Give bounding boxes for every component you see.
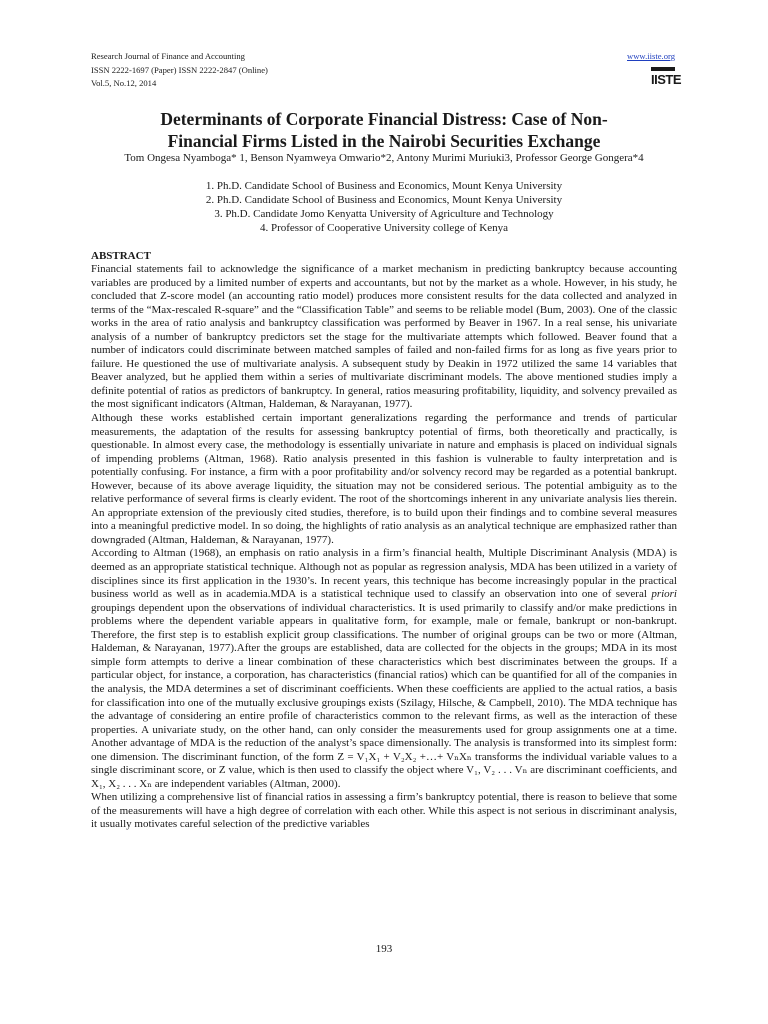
journal-issn: ISSN 2222-1697 (Paper) ISSN 2222-2847 (Online): [91, 64, 268, 75]
title-line-2: Financial Firms Listed in the Nairobi Securities Exchange: [167, 131, 601, 151]
abstract-heading: ABSTRACT: [91, 250, 151, 262]
title-line-1: Determinants of Corporate Financial Distress: Case of Non-: [160, 109, 608, 129]
affiliation-list: [91, 179, 677, 235]
logo-text: IISTE: [651, 72, 682, 87]
journal-header: [91, 50, 268, 91]
affiliation-2: 2. Ph.D. Candidate School of Business and Economics, Mount Kenya University: [205, 194, 563, 206]
paragraph-1: Financial statements fail to acknowledge the significance of a market mechanism in predicting bankruptcy because accounting variables are produced by a limited number of experts and accountants, but not by the market as a whole. However, in his study, he concluded that Z-score model (an accounting ratio model) produces more consistent results for the data collected and analyzed in terms of the “Max-rescaled R-square” and the “Classification Table” and seems to be reliable model (Bum, 2003). One of the classic works in the area of ratio analysis and bankruptcy classification was performed by Beaver in 1967. In a real sense, his univariate analysis of a number of bankruptcy predictors set the stage for the multivariate attempts which followed. Beaver found that a number of indicators could discriminate between matched samples of failed and non-failed firms for as long as five years prior to failure. He questioned the use of multivariate analysis. A subsequent study by Deakin in 1972 utilized the same 14 variables that Beaver analyzed, but he applied them within a series of multivariate discriminant models. The above mentioned studies imply a definite potential of ratios as predictors of bankruptcy. In general, ratios measuring profitability, liquidity, and solvency prevailed as the most significant indicators (Altman, Haldeman, & Narayanan, 1977).: [91, 263, 677, 411]
discriminant-formula: Z = V₁X₁ + V₂X₂ +…+ VₙXₙ: [337, 750, 472, 763]
publisher-link[interactable]: www.iiste.org: [627, 51, 675, 61]
publisher-block: [627, 50, 682, 94]
affiliation-3: 3. Ph.D. Candidate Jomo Kenyatta University of Agriculture and Technology: [214, 208, 554, 220]
paragraph-3-part-c: transforms the individual variable values to a single discriminant score, or Z value, which is then used to classify the object where V₁, V₂ . . . Vₙ are discriminant coefficients, and X₁, X₂ . . . Xₙ are independent variables (Altman, 2000).: [91, 750, 677, 790]
iiste-logo-icon: [651, 67, 682, 89]
paragraph-4: When utilizing a comprehensive list of financial ratios in assessing a firm’s bankruptcy potential, there is reason to believe that some of the measurements will have a high degree of correlation with each other. While this aspect is not serious in discriminant analysis, it usually motivates careful selection of the predictive variables: [91, 791, 677, 831]
affiliation-4: 4. Professor of Cooperative University college of Kenya: [259, 222, 509, 234]
paragraph-2: Although these works established certain important generalizations regarding the performance and trends of particular measurements, the adaptation of the results for assessing bankruptcy potential of firms, both theoretically and practically, is questionable. In almost every case, the methodology is essentially univariate in nature and emphasis is placed on individual signals of impending problems (Altman, 1968). Ratio analysis presented in this fashion is vulnerable to faulty interpretation and is potentially confusing. For instance, a firm with a poor profitability and/or solvency record may be regarded as a potential bankrupt. However, because of its above average liquidity, the situation may not be considered serious. The potential ambiguity as to the relative performance of several firms is clearly evident. The root of the shortcomings inherent in any univariate analysis lies therein. An appropriate extension of the previously cited studies, therefore, is to build upon their findings and to combine several measures into a meaningful predictive model. In so doing, the highlights of ratio analysis as an analytical technique are emphasized rather than downgraded (Altman, Haldeman, & Narayanan, 1977).: [91, 412, 677, 546]
paragraph-3: [91, 547, 677, 791]
paper-title: [91, 108, 677, 152]
paragraph-3-part-a: According to Altman (1968), an emphasis on ratio analysis in a firm’s financial health, Multiple Discriminant Analysis (MDA) is deemed as an appropriate statistical technique. Although not as popular as regression analysis, MDA has been utilized in a variety of disciplines since its first application in the 1930’s. In recent years, this technique has become increasingly popular in the practical business world as well as in academia.MDA is a statistical technique used to classify an observation into one of several: [91, 547, 677, 601]
affiliation-1: 1. Ph.D. Candidate School of Business and Economics, Mount Kenya University: [205, 180, 563, 192]
italic-term: priori: [651, 588, 677, 601]
paragraph-3-part-b: groupings dependent upon the observations of individual characteristics. It is used primarily to classify and/or make predictions in problems where the dependent variable appears in qualitative form, for example, male or female, bankrupt or non-bankrupt. Therefore, the first step is to establish explicit group classifications. The number of original groups can be two or more (Altman, Haldeman, & Narayanan, 1977).After the groups are established, data are collected for the objects in the groups; MDA in its most simple form attempts to derive a linear combination of these characteristics which best discriminates between the groups. If a particular object, for instance, a corporation, has characteristics (financial ratios) which can be quantified for all of the companies in the analysis, the MDA determines a set of discriminant coefficients. When these coefficients are applied to the actual ratios, a basis for classification into one of the mutually exclusive groupings exists (Szilagy, Hilsche, & Campbell, 2010). The MDA technique has the advantage of considering an entire profile of characteristics common to the relevant firms, as well as the interaction of these properties. A univariate study, on the other hand, can only consider the measurements used for group assignments one at a time. Another advantage of MDA is the reduction of the analyst’s space dimensionally. The analysis is transformed into its simplest form: one dimension. The discriminant function, of the form: [91, 601, 677, 763]
abstract-section: [91, 249, 677, 832]
page-number: 193: [375, 943, 393, 955]
journal-name: Research Journal of Finance and Accounting: [91, 51, 245, 61]
journal-volume: Vol.5, No.12, 2014: [91, 78, 157, 88]
author-list: Tom Ongesa Nyamboga* 1, Benson Nyamweya Omwario*2, Antony Murimi Muriuki3, Professor George Gongera*4: [124, 152, 644, 164]
